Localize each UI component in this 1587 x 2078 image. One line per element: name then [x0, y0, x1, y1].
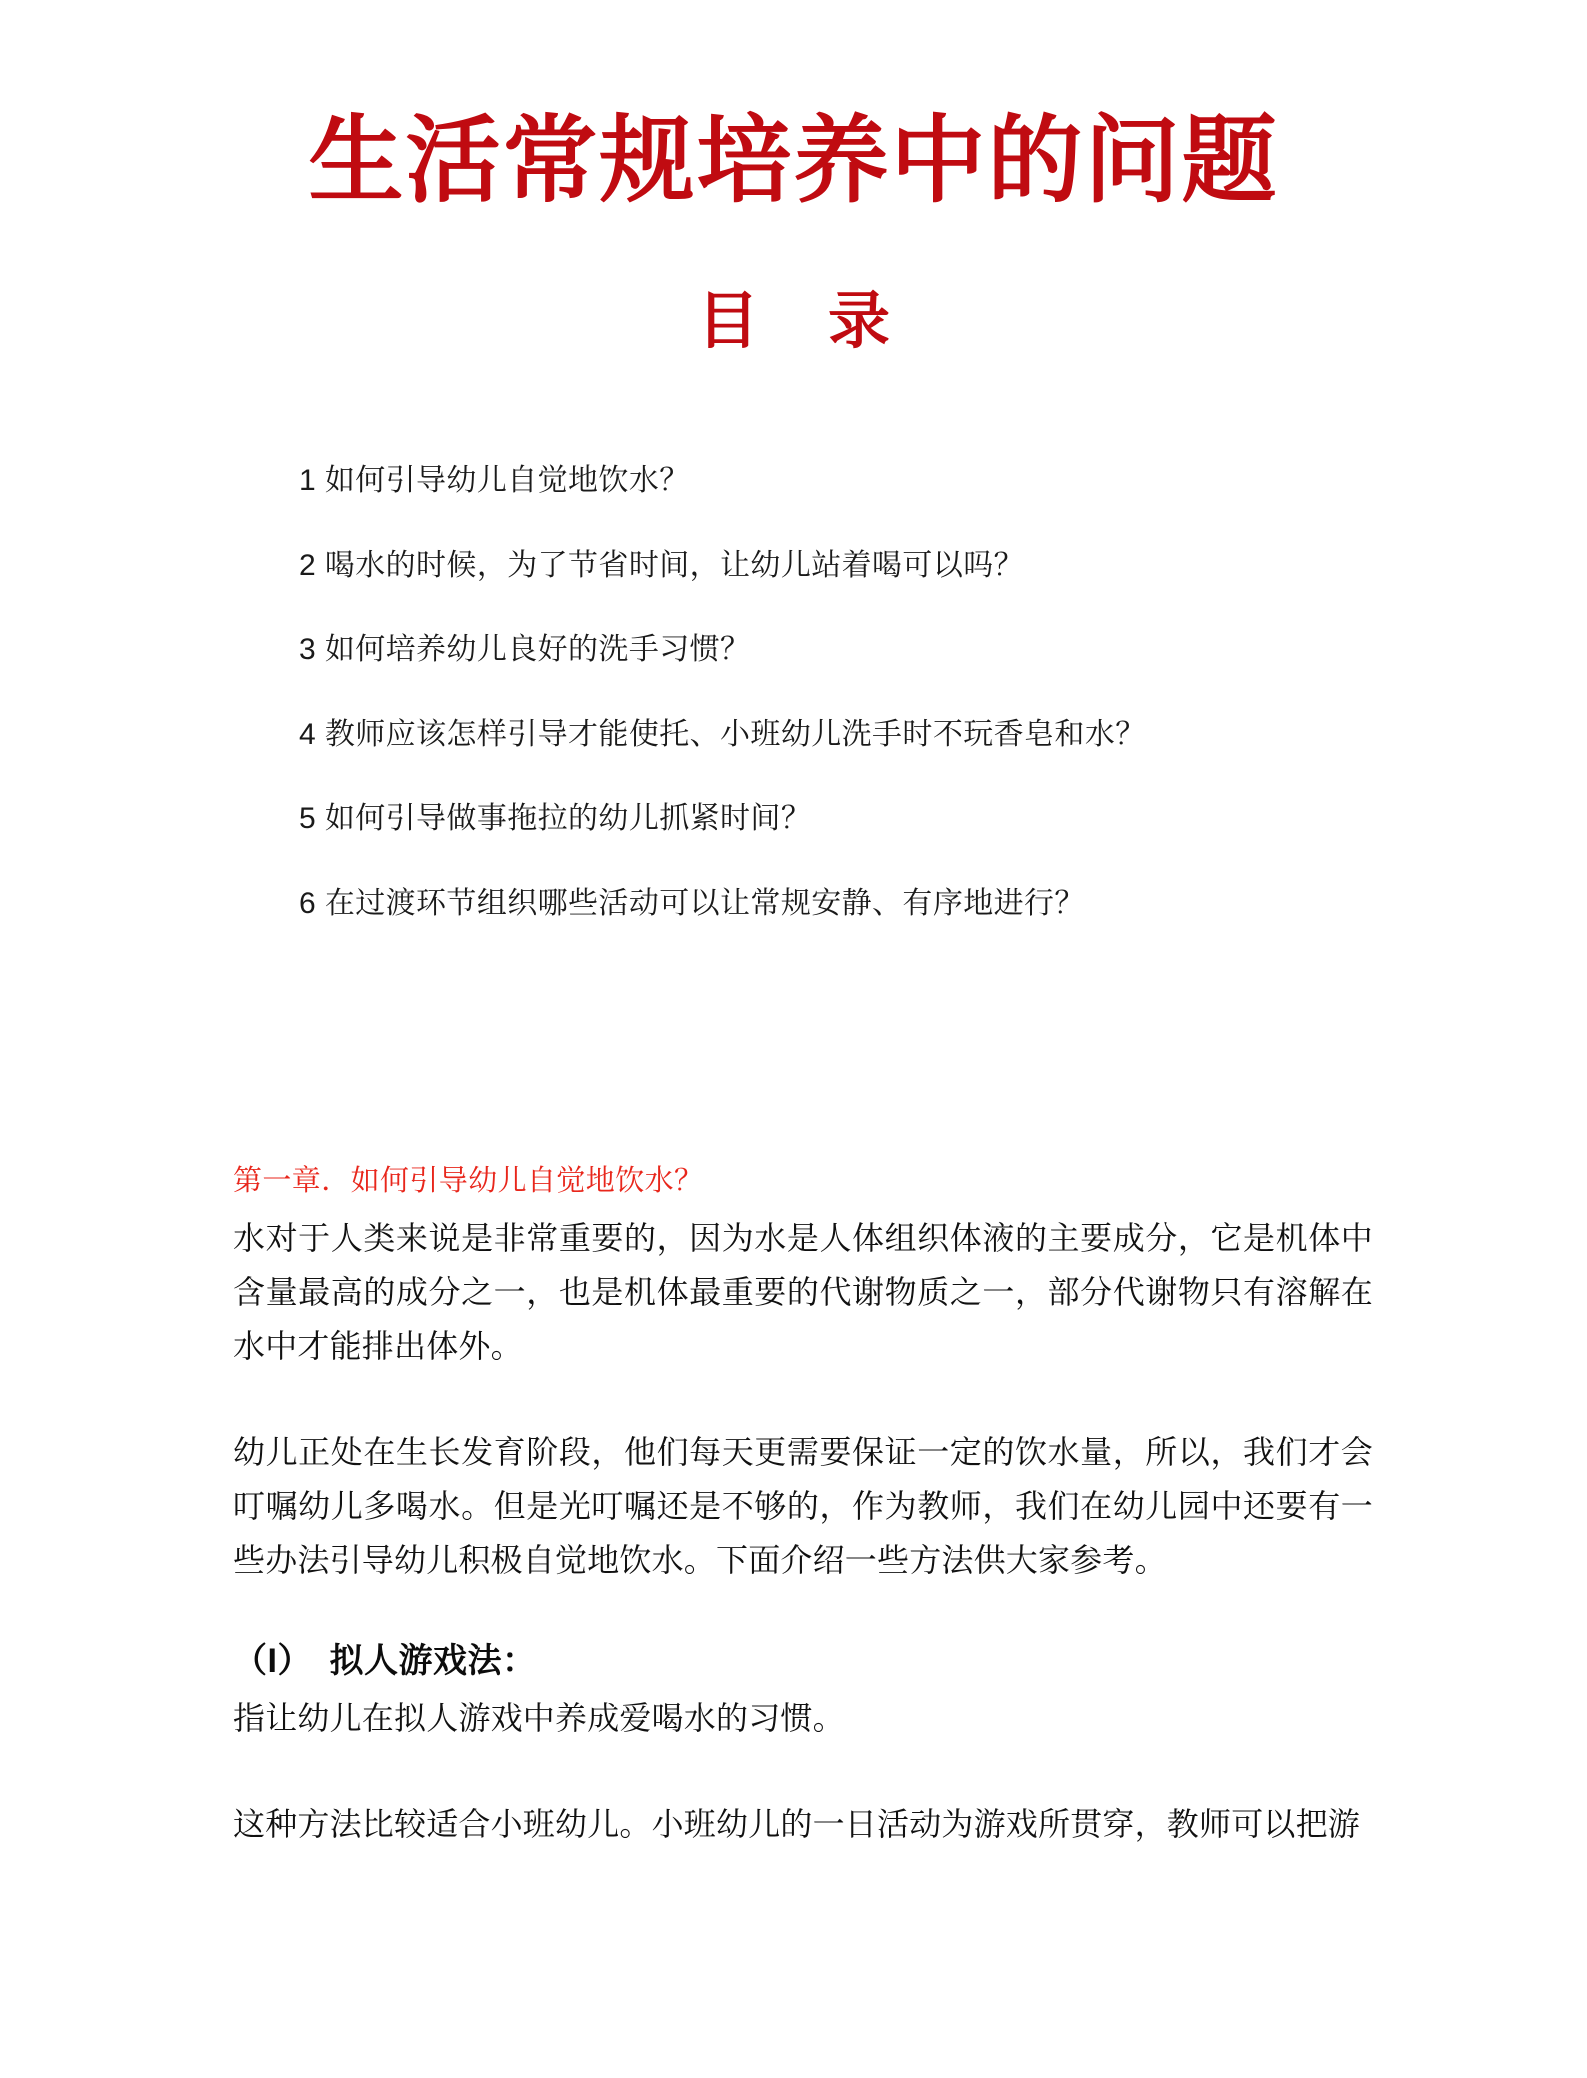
toc-entry-2[interactable]: 2 喝水的时候，为了节省时间，让幼儿站着喝可以吗？	[299, 548, 1025, 582]
toc-entry-4[interactable]: 4 教师应该怎样引导才能使托、小班幼儿洗手时不玩香皂和水？	[299, 717, 1146, 751]
chapter-content	[233, 1163, 1373, 1851]
chapter-paragraph-2: 幼儿正处在生长发育阶段，他们每天更需要保证一定的饮水量，所以，我们才会叮嘱幼儿多喝水。但是光叮嘱还是不够的，作为教师，我们在幼儿园中还要有一些办法引导幼儿积极自觉地饮水。下面介绍一些方法供大家参考。	[233, 1433, 1373, 1578]
chapter-heading: 第一章．如何引导幼儿自觉地饮水？	[233, 1165, 704, 1197]
method-heading: （I） 拟人游戏法：	[233, 1641, 537, 1680]
paragraph-spacer	[233, 1373, 1373, 1425]
method-description: 指让幼儿在拟人游戏中养成爱喝水的习惯。	[233, 1699, 845, 1736]
table-of-contents-title: 目 录	[697, 287, 890, 356]
paragraph-spacer	[233, 1587, 1373, 1639]
method-paragraph: 这种方法比较适合小班幼儿。小班幼儿的一日活动为游戏所贯穿，教师可以把游	[233, 1805, 1361, 1842]
chapter-paragraph-1: 水对于人类来说是非常重要的，因为水是人体组织体液的主要成分，它是机体中含量最高的成分之一，也是机体最重要的代谢物质之一，部分代谢物只有溶解在水中才能排出体外。	[233, 1219, 1373, 1364]
toc-entry-3[interactable]: 3 如何培养幼儿良好的洗手习惯？	[299, 633, 751, 666]
table-of-contents	[299, 462, 1349, 922]
paragraph-spacer	[233, 1745, 1373, 1797]
toc-entry-5[interactable]: 5 如何引导做事拖拉的幼儿抓紧时间？	[299, 802, 812, 835]
page-title: 生活常规培养中的问题	[308, 108, 1279, 214]
toc-entry-1[interactable]: 1 如何引导幼儿自觉地饮水？	[299, 464, 690, 497]
toc-entry-6[interactable]: 6 在过渡环节组织哪些活动可以让常规安静、有序地进行？	[299, 886, 1085, 920]
